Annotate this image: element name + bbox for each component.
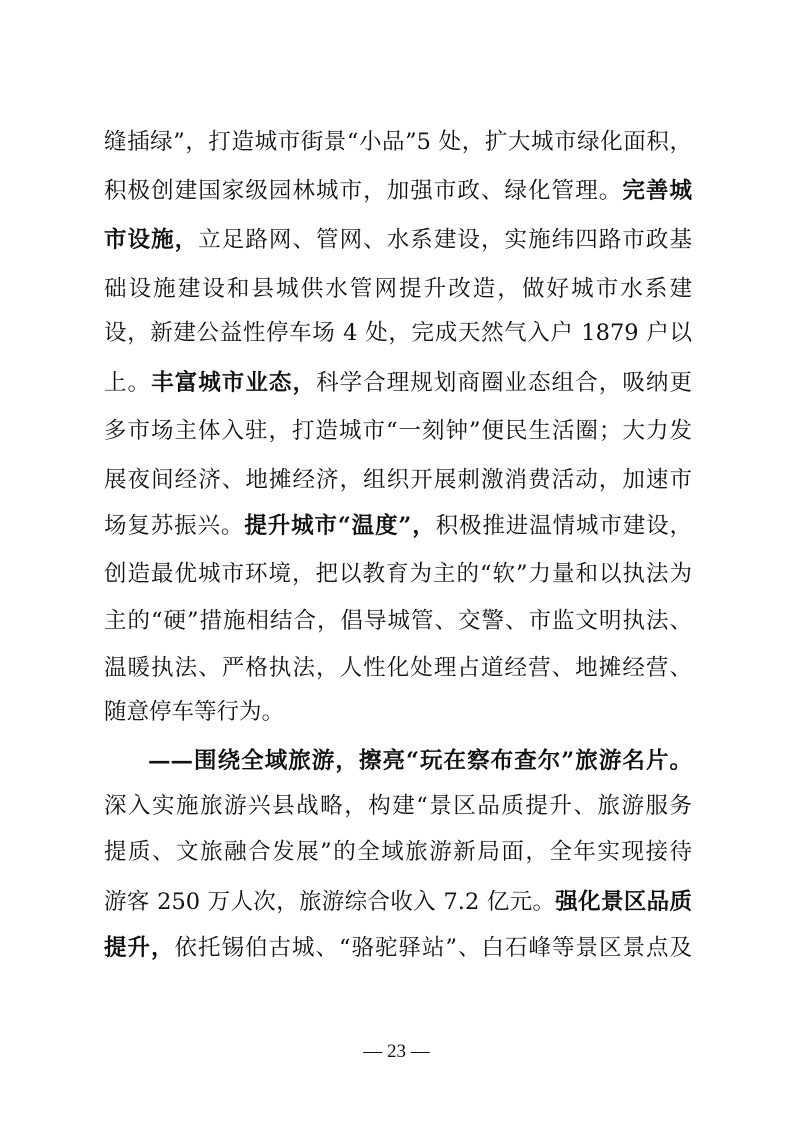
text-span: 创造最优城市环境，把以教育为主的“软”力量和以执法为 [104, 561, 692, 587]
text-line [148, 741, 692, 781]
bold-phrase: 完善城 [622, 178, 692, 204]
text-line [104, 313, 692, 353]
text-span: 立足路网、管网、水系建设，实施纬四路市政基 [198, 227, 692, 253]
text-span: 缝插绿”，打造城市街景“小品”5 处，扩大城市绿化面积， [104, 129, 692, 155]
text-line [104, 363, 692, 403]
text-span: 积极创建国家级园林城市，加强市政、绿化管理。 [104, 178, 623, 204]
text-line [104, 460, 692, 500]
text-span: 多市场主体入驻，打造城市“一刻钟”便民生活圈；大力发 [104, 418, 692, 444]
text-line [104, 269, 692, 309]
text-span: 深入实施旅游兴县战略，构建“景区品质提升、旅游服务 [104, 793, 692, 819]
bold-phrase: 市设施， [104, 227, 199, 253]
text-span: 场复苏振兴。 [104, 513, 245, 539]
text-span: 温暖执法、严格执法，人性化处理占道经营、地摊经营、 [104, 655, 692, 681]
bold-phrase: ——围绕全域旅游，擦亮“玩在察布查尔”旅游名片。 [148, 748, 692, 774]
text-span: 游客 250 万人次，旅游综合收入 7.2 亿元。 [104, 889, 556, 915]
text-line [104, 171, 692, 211]
page-number: — 23 — [363, 1041, 430, 1062]
bold-phrase: 强化景区品质 [555, 889, 692, 915]
text-line [104, 648, 692, 688]
text-line [104, 692, 692, 732]
text-line [104, 554, 692, 594]
text-line [104, 928, 692, 968]
text-span: 依托锡伯古城、“骆驼驿站”、白石峰等景区景点及 [174, 935, 692, 961]
text-line [104, 220, 692, 260]
text-span: 随意停车等行为。 [104, 699, 285, 725]
text-line [104, 506, 692, 546]
text-span: 设，新建公益性停车场 4 处，完成天然气入户 1879 户以 [104, 320, 692, 346]
text-span: 提质、文旅融合发展”的全域旅游新局面，全年实现接待 [104, 839, 692, 865]
text-span: 上。 [104, 370, 152, 396]
text-line [104, 411, 692, 451]
bold-phrase: 丰富城市业态， [151, 370, 317, 396]
text-span: 础设施建设和县城供水管网提升改造，做好城市水系建 [104, 276, 692, 302]
text-line [104, 601, 692, 641]
text-line [104, 882, 692, 922]
text-span: 主的“硬”措施相结合，倡导城管、交警、市监文明执法、 [104, 608, 692, 634]
text-span: 展夜间经济、地摊经济，组织开展刺激消费活动，加速市 [104, 467, 692, 493]
text-span: 积极推进温情城市建设， [435, 513, 692, 539]
bold-phrase: 提升， [104, 935, 175, 961]
text-span: 科学合理规划商圈业态组合，吸纳更 [316, 370, 692, 396]
text-line [104, 832, 692, 872]
text-line [104, 786, 692, 826]
text-line [104, 122, 692, 162]
bold-phrase: 提升城市“温度”， [244, 513, 436, 539]
